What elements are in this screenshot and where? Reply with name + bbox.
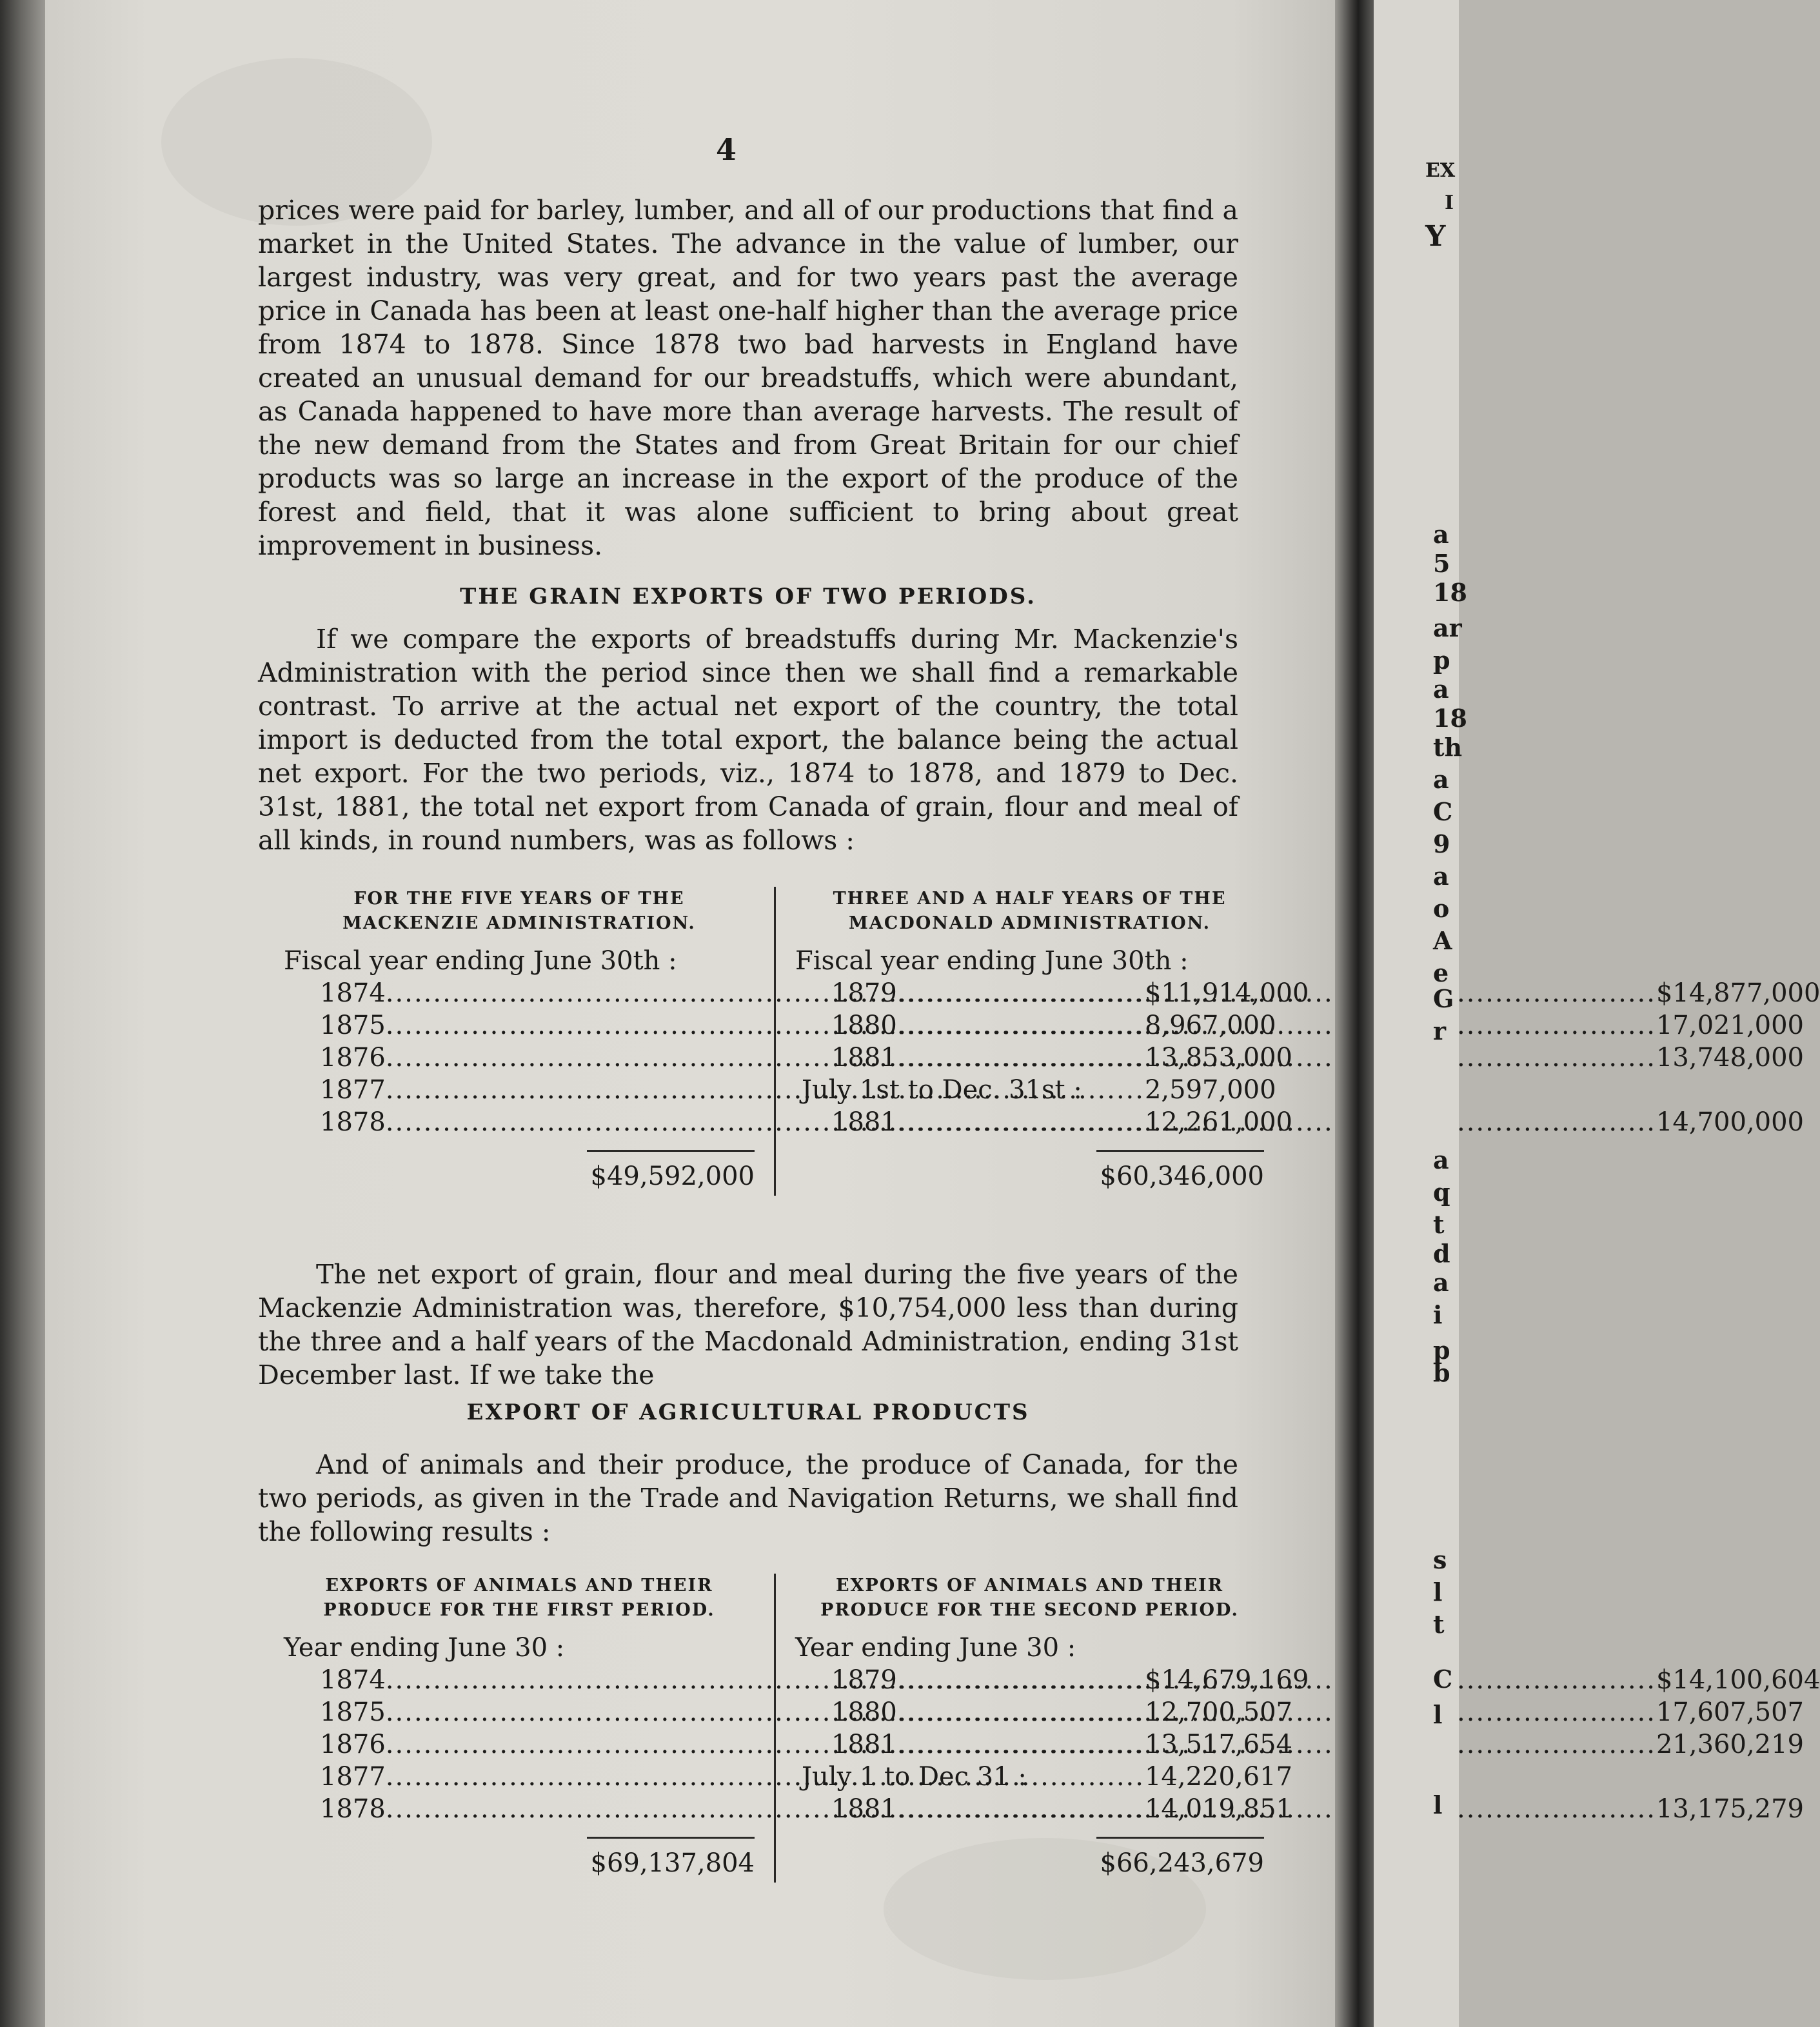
row-value: $14,679,169 xyxy=(1144,1665,1309,1695)
adjacent-page-text: r xyxy=(1433,1016,1447,1045)
adjacent-page-text: s xyxy=(1433,1545,1447,1574)
table-subheading: Year ending June 30 : xyxy=(284,1633,565,1663)
table-row xyxy=(795,1728,1805,1761)
adjacent-page-text: EX xyxy=(1425,159,1456,182)
adjacent-page-text: 9 xyxy=(1433,829,1450,858)
row-value: $11,914,000 xyxy=(1144,978,1309,1008)
table-subheading: Fiscal year ending June 30th : xyxy=(284,946,677,976)
row-year: 1878 xyxy=(320,1107,386,1137)
adjacent-page-text: a xyxy=(1433,1268,1449,1297)
adjacent-page-text: Y xyxy=(1425,220,1446,253)
table-heading: FOR THE FIVE YEARS OF THE MACKENZIE ADMINISTRATION. xyxy=(342,889,696,933)
row-year: 1880 xyxy=(831,1697,897,1727)
adjacent-page-text: A xyxy=(1433,926,1452,955)
adjacent-page-text: 5 xyxy=(1433,549,1450,578)
table-heading: EXPORTS OF ANIMALS AND THEIR PRODUCE FOR THE SECOND PERIOD. xyxy=(820,1576,1239,1620)
row-value: 14,220,617 xyxy=(1144,1762,1293,1792)
table-rows xyxy=(795,1664,1820,1761)
section-heading-agricultural-products: EXPORT OF AGRICULTURAL PRODUCTS xyxy=(466,1399,1030,1425)
adjacent-page-text: G xyxy=(1433,984,1454,1013)
row-value: 2,597,000 xyxy=(1144,1075,1276,1105)
dot-leader xyxy=(897,977,1656,1013)
table-total: $49,592,000 xyxy=(590,1162,755,1191)
adjacent-page-text: th xyxy=(1433,733,1463,762)
adjacent-page-text: t xyxy=(1433,1610,1445,1639)
adjacent-page-text: a xyxy=(1433,765,1449,794)
row-value: 12,700,507 xyxy=(1144,1697,1293,1727)
row-value: 13,517,654 xyxy=(1144,1730,1293,1759)
table-total: $66,243,679 xyxy=(1100,1848,1264,1878)
row-value: 21,360,219 xyxy=(1656,1730,1805,1759)
table-row xyxy=(795,977,1820,1009)
row-year: 1877 xyxy=(320,1075,386,1105)
dot-leader xyxy=(897,1696,1656,1728)
adjacent-page-text: p xyxy=(1433,1336,1450,1365)
row-year: 1877 xyxy=(320,1762,386,1792)
table-row xyxy=(795,1664,1820,1696)
binding-gutter xyxy=(1335,0,1374,2027)
row-value: $14,877,000 xyxy=(1656,978,1820,1008)
adjacent-page-text: l xyxy=(1433,1790,1443,1819)
intro-paragraph: prices were paid for barley, lumber, and all of our productions that find a market in the United States. The advance in the value of lumber, our largest industry, was very great, and for two years past the average price in Canada has been at least one-half higher than the average price from 1874 to 1878. Since 1878 two bad harvests in England have created an unusual demand for our breadstuffs, which were abundant, as Canada happened to have more than average harvests. The result of the new demand from the States and from Great Britain for our chief products was so large an increase in the export of the produce of the forest and field, that it was alone sufficient to bring about great improvement in business. xyxy=(258,195,1238,561)
adjacent-page-text: l xyxy=(1433,1700,1443,1729)
adjacent-page-text: C xyxy=(1433,1665,1453,1694)
table-row xyxy=(795,1009,1805,1042)
row-value: 13,853,000 xyxy=(1144,1043,1293,1073)
adjacent-page-edge xyxy=(1374,0,1467,2027)
table-rows-2 xyxy=(795,1106,1805,1138)
page-number: 4 xyxy=(716,132,737,167)
adjacent-page-text: l xyxy=(1433,1577,1443,1607)
row-value: 8,967,000 xyxy=(1144,1011,1276,1040)
adjacent-page-text: a xyxy=(1433,1145,1449,1174)
row-value: 12,261,000 xyxy=(1144,1107,1293,1137)
agricultural-exports-tables xyxy=(284,1574,1820,1883)
table-row xyxy=(795,1106,1805,1138)
adjacent-page-text: b xyxy=(1433,1358,1450,1387)
table-subheading-2: July 1st to Dec. 31st : xyxy=(802,1075,1082,1105)
row-value: 13,175,279 xyxy=(1656,1794,1805,1824)
table-rows xyxy=(795,977,1820,1074)
adjacent-page-text: a xyxy=(1433,675,1449,704)
table-total: $69,137,804 xyxy=(590,1848,755,1878)
table-total: $60,346,000 xyxy=(1100,1162,1264,1191)
dot-leader xyxy=(897,1728,1656,1761)
row-year: 1881 xyxy=(831,1730,897,1759)
adjacent-page-text: a xyxy=(1433,520,1449,549)
adjacent-page-text: p xyxy=(1433,646,1450,675)
table-heading: EXPORTS OF ANIMALS AND THEIR PRODUCE FOR THE FIRST PERIOD. xyxy=(323,1576,715,1620)
row-year: 1881 xyxy=(831,1107,897,1137)
macdonald-grain-table xyxy=(774,887,1820,1196)
section-heading-grain-exports: THE GRAIN EXPORTS OF TWO PERIODS. xyxy=(460,584,1036,609)
row-value: 14,700,000 xyxy=(1656,1107,1805,1137)
row-year: 1880 xyxy=(831,1011,897,1040)
table-row xyxy=(795,1793,1805,1825)
table-row xyxy=(795,1042,1805,1074)
table-subheading: Fiscal year ending June 30th : xyxy=(795,946,1189,976)
table-row xyxy=(795,1696,1805,1728)
row-year: 1879 xyxy=(831,978,897,1008)
row-year: 1878 xyxy=(320,1794,386,1824)
adjacent-page-text: d xyxy=(1433,1239,1450,1268)
row-value: 13,748,000 xyxy=(1656,1043,1805,1073)
row-value: 17,021,000 xyxy=(1656,1011,1805,1040)
adjacent-page-text: 18 xyxy=(1433,704,1467,733)
row-year: 1874 xyxy=(320,1665,386,1695)
table-heading: THREE AND A HALF YEARS OF THE MACDONALD ADMINISTRATION. xyxy=(833,889,1227,933)
row-year: 1881 xyxy=(831,1043,897,1073)
adjacent-page-text: ar xyxy=(1433,613,1462,642)
adjacent-page-text: C xyxy=(1433,797,1453,826)
row-value: 17,607,507 xyxy=(1656,1697,1805,1727)
agricultural-paragraph: And of animals and their produce, the produce of Canada, for the two periods, as given in the Trade and Navigation Returns, we shall find the following results : xyxy=(258,1449,1238,1547)
adjacent-page-text: e xyxy=(1433,958,1449,987)
row-year: 1876 xyxy=(320,1730,386,1759)
row-year: 1881 xyxy=(831,1794,897,1824)
dot-leader xyxy=(897,1790,1656,1825)
second-period-table xyxy=(774,1574,1820,1883)
dot-leader xyxy=(897,1664,1656,1696)
table-subheading-2: July 1 to Dec 31 : xyxy=(802,1762,1027,1792)
table-subheading: Year ending June 30 : xyxy=(795,1633,1076,1663)
row-year: 1879 xyxy=(831,1665,897,1695)
row-year: 1874 xyxy=(320,978,386,1008)
adjacent-page-text: a xyxy=(1433,862,1449,891)
adjacent-page-text: q xyxy=(1433,1178,1450,1207)
binding-shadow-left xyxy=(0,0,45,2027)
grain-exports-paragraph: If we compare the exports of breadstuffs during Mr. Mackenzie's Administration with the period since then we shall find a remarkable contrast. To arrive at the actual net export of the country, the total import is deducted from the total export, the balance being the actual net export. For the two periods, viz., 1874 to 1878, and 1879 to Dec. 31st, 1881, the total net export from Canada of grain, flour and meal of all kinds, in round numbers, was as follows : xyxy=(258,624,1238,856)
row-value: 14,019,851 xyxy=(1144,1794,1293,1824)
row-year: 1875 xyxy=(320,1697,386,1727)
dot-leader xyxy=(897,1042,1656,1074)
row-year: 1876 xyxy=(320,1043,386,1073)
adjacent-page-text: o xyxy=(1433,894,1450,923)
row-year: 1875 xyxy=(320,1011,386,1040)
table-rows-2 xyxy=(795,1793,1805,1825)
adjacent-page-text: t xyxy=(1433,1210,1445,1239)
adjacent-page-text: I xyxy=(1445,192,1454,214)
dot-leader xyxy=(897,1106,1656,1138)
adjacent-page-text: 18 xyxy=(1433,578,1467,607)
grain-exports-conclusion: The net export of grain, flour and meal during the five years of the Mackenzie Administration was, therefore, $10,754,000 less than during the three and a half years of the Macdonald Administration, ending 31st December last. If we take the xyxy=(258,1259,1238,1390)
dot-leader xyxy=(897,1009,1656,1045)
grain-exports-tables xyxy=(284,887,1820,1196)
adjacent-page-text: i xyxy=(1433,1300,1443,1329)
row-value: $14,100,604 xyxy=(1656,1665,1820,1695)
